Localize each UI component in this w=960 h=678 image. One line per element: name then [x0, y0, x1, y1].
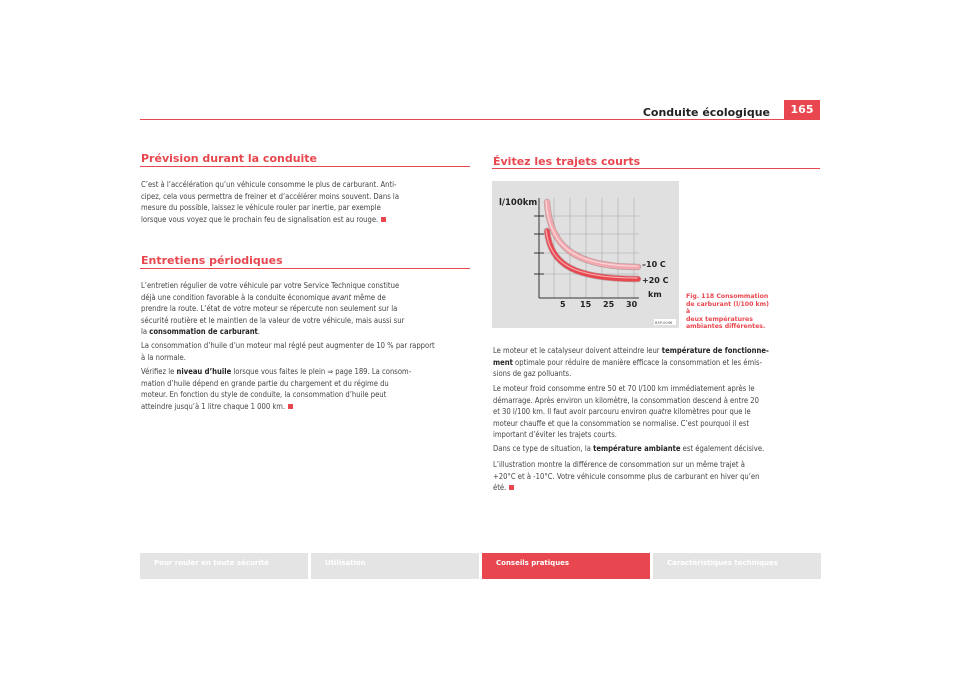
text-line: à la normale.: [141, 352, 186, 362]
fuel-consumption-chart: [492, 181, 679, 328]
caption-line: ambiantes différentes.: [686, 323, 766, 330]
text-line: prendre la route. L’état de votre moteur se répercute non seulement sur la: [141, 304, 398, 313]
text-line: atteindre jusqu’à 1 litre chaque 1 000 km.: [141, 401, 477, 413]
heading-trajets-courts: Évitez les trajets courts: [493, 155, 641, 168]
footer-tab-caracteristiques[interactable]: Caractéristiques techniques: [653, 553, 821, 579]
x-tick-label: 30: [626, 300, 638, 309]
text-line: sécurité routière et le maintien de la valeur de votre véhicule, mais aussi sur: [141, 315, 405, 325]
text-line: lorsque vous voyez que le prochain feu de signalisation est au rouge.: [141, 214, 477, 226]
text-line: la consommation de carburant.: [141, 327, 260, 336]
y-axis-label: l/100km: [499, 198, 538, 208]
paragraph-trajets-3: [493, 443, 827, 455]
text-line: et 30 l/100 km. Il faut avoir parcouru environ quatre kilomètres pour que le: [493, 407, 751, 416]
heading-rule-trajets: [492, 168, 820, 169]
footer-tab-conseils-pratiques[interactable]: Conseils pratiques: [482, 553, 650, 579]
text-line: Le moteur et le catalyseur doivent atteindre leur température de fonctionne-: [493, 346, 769, 355]
x-axis-label: km: [648, 290, 662, 299]
caption-line: deux températures: [686, 315, 753, 323]
end-of-section-marker: [381, 217, 386, 222]
text-line: mesure du possible, laissez le véhicule rouler par inertie, par exemple: [141, 203, 381, 212]
caption-line: de carburant (l/100 km) à: [686, 300, 769, 315]
text-line: important d’éviter les trajets courts.: [493, 430, 617, 439]
text-line: Vérifiez le niveau d’huile lorsque vous faites le plein ⇒ page 189. La consom-: [141, 367, 412, 376]
paragraph-entretiens-3: [141, 366, 477, 412]
footer-tab-securite[interactable]: Pour rouler en toute sécurité: [140, 553, 308, 579]
text-line: moteur chauffe et que la consommation se normalise. C’est pourquoi il est: [493, 418, 750, 428]
text-line: mation d’huile dépend en grande partie du chargement et du régime du: [141, 378, 389, 388]
text-line: cipez, cela vous permettra de freiner et d’accélérer moins souvent. Dans la: [141, 191, 400, 201]
caption-line: Fig. 118 Consommation: [686, 293, 769, 300]
x-tick-label: 5: [560, 300, 566, 309]
footer-tab-utilisation[interactable]: Utilisation: [311, 553, 479, 579]
series-label-warm: +20 C: [642, 276, 669, 285]
header-rule: [140, 119, 820, 120]
text-line: C’est à l’accélération qu’un véhicule consomme le plus de carburant. Anti-: [141, 180, 397, 189]
text-line: déjà une condition favorable à la conduite économique avant même de: [141, 292, 386, 302]
page-number-badge: 165: [784, 100, 820, 120]
paragraph-trajets-1: [493, 345, 827, 380]
heading-entretiens: Entretiens périodiques: [141, 254, 283, 267]
text-line: Dans ce type de situation, la température ambiante est également décisive.: [493, 444, 765, 453]
fuel-consumption-figure: [492, 181, 679, 328]
text-line: sions de gaz polluants.: [493, 369, 572, 378]
text-line: démarrage. Après environ un kilomètre, la consommation descend à entre 20: [493, 395, 759, 405]
running-header-title: Conduite écologique: [642, 106, 770, 119]
figure-ref-code: B5P-0096: [655, 321, 673, 325]
text-line: Le moteur froid consomme entre 50 et 70 l/100 km immédiatement après le: [493, 384, 755, 393]
text-line: +20°C et à -10°C. Votre véhicule consomme plus de carburant en hiver qu’en: [493, 471, 760, 481]
text-line: L’illustration montre la différence de consommation sur un même trajet à: [493, 460, 745, 469]
x-tick-label: 15: [580, 300, 592, 309]
text-line: ment optimale pour réduire de manière efficace la consommation et les émis-: [493, 357, 763, 367]
chart-series: [546, 201, 638, 279]
x-tick-label: 25: [603, 300, 615, 309]
paragraph-entretiens-1: [141, 280, 477, 338]
text-line: moteur. En fonction du style de conduite, la consommation d’huile peut: [141, 390, 387, 399]
heading-prevision: Prévision durant la conduite: [141, 152, 318, 165]
text-line: La consommation d’huile d’un moteur mal réglé peut augmenter de 10 % par rapport: [141, 341, 435, 350]
paragraph-trajets-4: [493, 459, 827, 494]
end-of-section-marker: [288, 404, 293, 409]
figure-caption: [686, 293, 772, 331]
paragraph-prevision: [141, 179, 477, 225]
text-line: L’entretien régulier de votre véhicule par votre Service Technique constitue: [141, 281, 400, 290]
series-label-cold: –10 C: [642, 260, 666, 269]
heading-rule-entretiens: [140, 268, 470, 269]
paragraph-entretiens-2: [141, 340, 477, 363]
end-of-section-marker: [509, 485, 514, 490]
paragraph-trajets-2: [493, 383, 827, 441]
heading-rule-prevision: [140, 166, 470, 167]
text-line: été.: [493, 482, 827, 494]
